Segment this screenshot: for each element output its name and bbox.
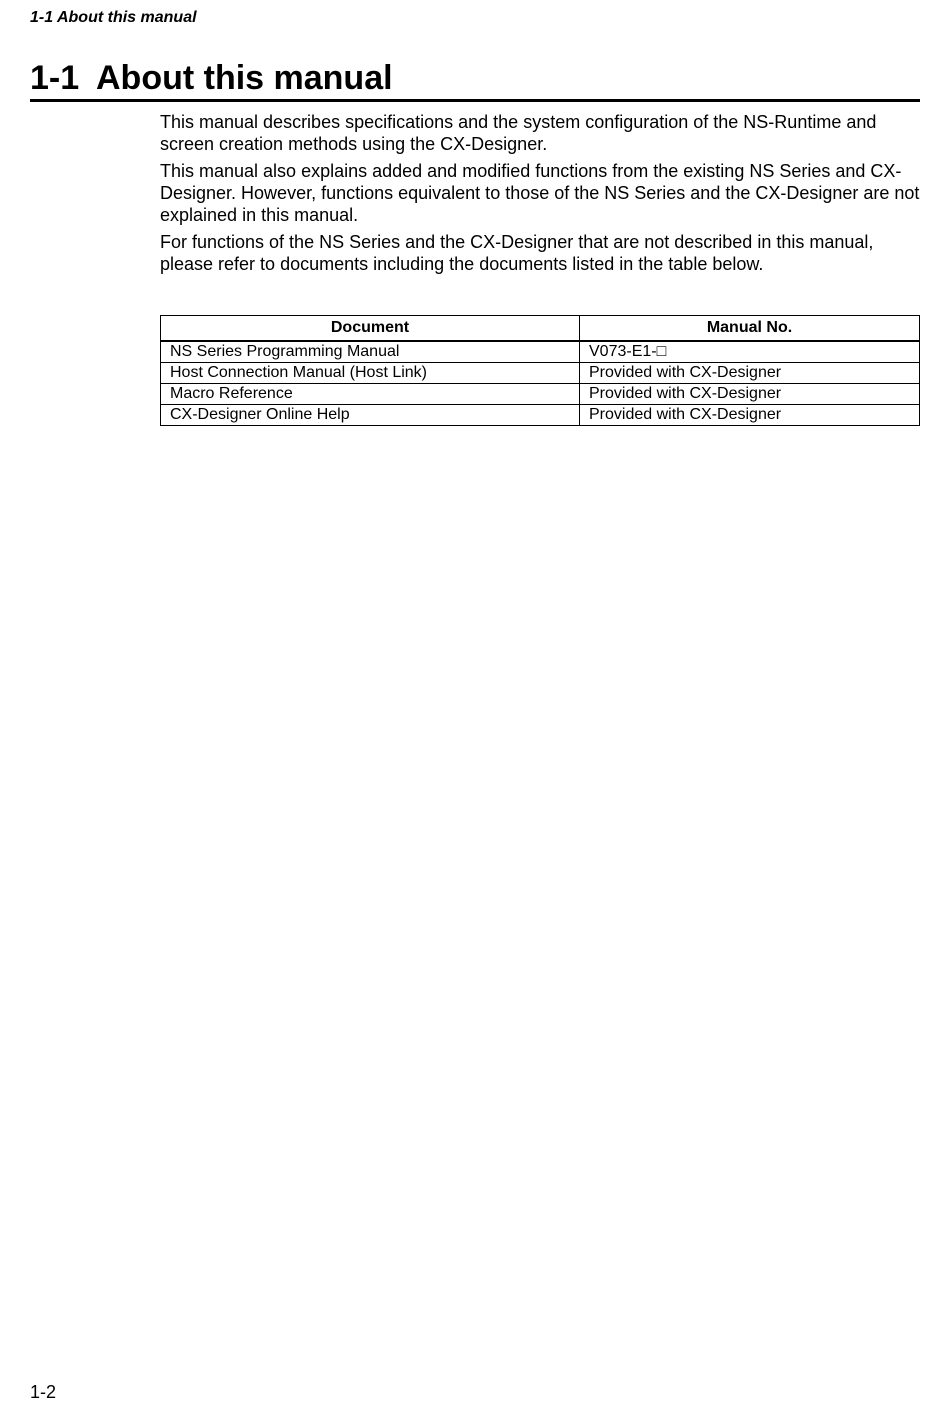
column-header-document: Document: [161, 316, 580, 342]
table-header-row: [161, 316, 920, 342]
column-header-manual-no: Manual No.: [580, 316, 920, 342]
table-row: [161, 405, 920, 426]
manual-no-cell: Provided with CX-Designer: [580, 384, 920, 405]
section-number: 1-1: [30, 59, 80, 97]
document-cell: NS Series Programming Manual: [161, 341, 580, 363]
table-row: [161, 341, 920, 363]
manual-no-cell: Provided with CX-Designer: [580, 405, 920, 426]
reference-documents-table: [160, 315, 920, 426]
document-cell: Host Connection Manual (Host Link): [161, 363, 580, 384]
body-text: [160, 111, 920, 280]
table-row: [161, 384, 920, 405]
paragraph-intro: This manual describes specifications and the system configuration of the NS-Runtime and screen creation methods using the CX-Designer.: [160, 112, 877, 154]
table-row: [161, 363, 920, 384]
paragraph-functions: This manual also explains added and modified functions from the existing NS Series and CX-Designer. However, functions equivalent to those of the NS Series and the CX-Designer are not explained in this manual.: [160, 161, 920, 225]
manual-no-cell: Provided with CX-Designer: [580, 363, 920, 384]
document-cell: Macro Reference: [161, 384, 580, 405]
paragraph-references: For functions of the NS Series and the CX-Designer that are not described in this manual, please refer to documents including the documents listed in the table below.: [160, 232, 874, 274]
document-cell: CX-Designer Online Help: [161, 405, 580, 426]
page-number: 1-2: [30, 1382, 57, 1402]
section-title-text: About this manual: [96, 59, 393, 97]
manual-no-cell: V073-E1-□: [580, 341, 920, 363]
section-title: [30, 58, 920, 102]
running-header: 1-1 About this manual: [30, 9, 197, 26]
